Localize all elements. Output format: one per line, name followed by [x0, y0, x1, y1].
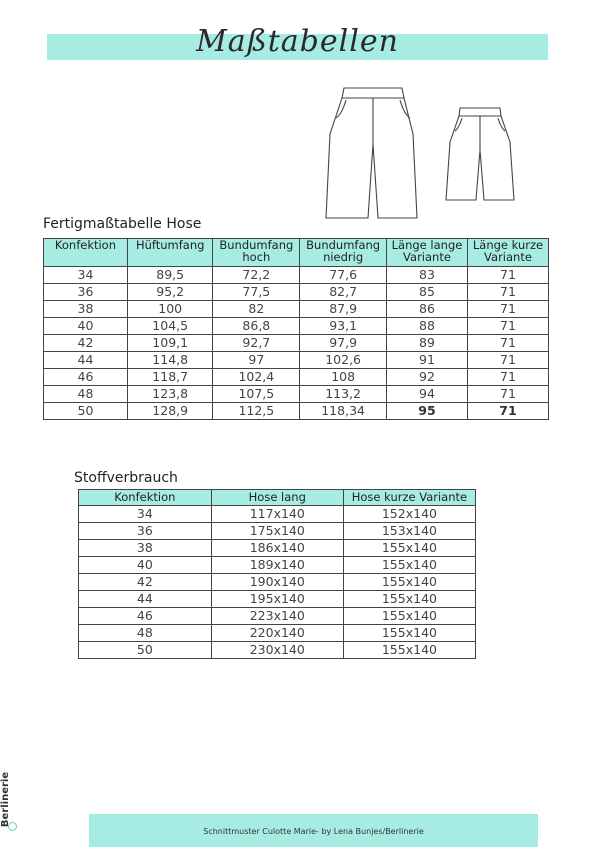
table-cell: 50 [79, 642, 212, 659]
table-cell: 128,9 [127, 403, 213, 420]
page-title: Maßtabellen [196, 24, 399, 59]
table-cell: 71 [467, 335, 548, 352]
table-cell: 93,1 [300, 318, 387, 335]
table-cell: 100 [127, 301, 213, 318]
table-cell: 89,5 [127, 267, 213, 284]
table-cell: 97,9 [300, 335, 387, 352]
table-cell: 112,5 [213, 403, 300, 420]
table-cell: 186x140 [211, 540, 343, 557]
table-cell: 36 [44, 284, 128, 301]
table-row [79, 506, 476, 523]
table-cell: 155x140 [343, 608, 475, 625]
table-cell: 155x140 [343, 574, 475, 591]
table-cell: 97 [213, 352, 300, 369]
table-cell: 223x140 [211, 608, 343, 625]
table-row [44, 284, 549, 301]
table-cell: 155x140 [343, 557, 475, 574]
table-cell: 71 [467, 403, 548, 420]
table-cell: 92 [387, 369, 468, 386]
table-cell: 104,5 [127, 318, 213, 335]
table-cell: 152x140 [343, 506, 475, 523]
table-cell: 155x140 [343, 642, 475, 659]
table-cell: 92,7 [213, 335, 300, 352]
fabric-table [78, 489, 476, 659]
table-cell: 117x140 [211, 506, 343, 523]
column-header: Hose lang [211, 490, 343, 506]
table-cell: 71 [467, 318, 548, 335]
table-cell: 46 [79, 608, 212, 625]
table-cell: 83 [387, 267, 468, 284]
table-cell: 88 [387, 318, 468, 335]
table-cell: 40 [79, 557, 212, 574]
table-cell: 155x140 [343, 625, 475, 642]
table-row [79, 591, 476, 608]
culotte-short-illustration [443, 104, 523, 204]
table-row [79, 625, 476, 642]
table-cell: 46 [44, 369, 128, 386]
table-row [44, 335, 549, 352]
table-cell: 94 [387, 386, 468, 403]
table-cell: 102,4 [213, 369, 300, 386]
table-cell: 34 [79, 506, 212, 523]
table-row [44, 267, 549, 284]
table-cell: 71 [467, 267, 548, 284]
table1-title: Fertigmaßtabelle Hose [43, 216, 202, 232]
table-cell: 123,8 [127, 386, 213, 403]
table-cell: 82 [213, 301, 300, 318]
table-cell: 85 [387, 284, 468, 301]
column-header: Bundumfang hoch [213, 239, 300, 267]
footer-banner [89, 814, 538, 847]
column-header: Konfektion [79, 490, 212, 506]
table-cell: 86,8 [213, 318, 300, 335]
table-cell: 44 [44, 352, 128, 369]
table-cell: 220x140 [211, 625, 343, 642]
table-row [44, 369, 549, 386]
table-row [44, 301, 549, 318]
table-cell: 89 [387, 335, 468, 352]
table-cell: 155x140 [343, 540, 475, 557]
table-row [79, 574, 476, 591]
table-cell: 190x140 [211, 574, 343, 591]
table-cell: 87,9 [300, 301, 387, 318]
table-row [44, 318, 549, 335]
table-cell: 48 [44, 386, 128, 403]
table2-title: Stoffverbrauch [74, 470, 178, 486]
table-cell: 155x140 [343, 591, 475, 608]
column-header: Hose kurze Variante [343, 490, 475, 506]
table-cell: 91 [387, 352, 468, 369]
column-header: Länge kurze Variante [467, 239, 548, 267]
table-cell: 86 [387, 301, 468, 318]
table-cell: 50 [44, 403, 128, 420]
column-header: Länge lange Variante [387, 239, 468, 267]
table-row [44, 352, 549, 369]
table-cell: 102,6 [300, 352, 387, 369]
column-header: Bundumfang niedrig [300, 239, 387, 267]
table-cell: 72,2 [213, 267, 300, 284]
table-cell: 36 [79, 523, 212, 540]
table-cell: 44 [79, 591, 212, 608]
table-cell: 114,8 [127, 352, 213, 369]
table-cell: 230x140 [211, 642, 343, 659]
table-row [79, 557, 476, 574]
table-cell: 71 [467, 301, 548, 318]
table-cell: 195x140 [211, 591, 343, 608]
table-row [79, 608, 476, 625]
logo-icon [8, 822, 17, 831]
table-cell: 153x140 [343, 523, 475, 540]
table-cell: 109,1 [127, 335, 213, 352]
table-cell: 34 [44, 267, 128, 284]
table-cell: 113,2 [300, 386, 387, 403]
table-cell: 95 [387, 403, 468, 420]
table-row [44, 386, 549, 403]
table-cell: 40 [44, 318, 128, 335]
table-cell: 82,7 [300, 284, 387, 301]
table-cell: 107,5 [213, 386, 300, 403]
table-cell: 77,6 [300, 267, 387, 284]
table-cell: 108 [300, 369, 387, 386]
table-row [79, 540, 476, 557]
column-header: Hüftumfang [127, 239, 213, 267]
table-cell: 95,2 [127, 284, 213, 301]
table-cell: 175x140 [211, 523, 343, 540]
title-banner [47, 24, 548, 60]
column-header: Konfektion [44, 239, 128, 267]
table-cell: 71 [467, 369, 548, 386]
table-row [44, 403, 549, 420]
table-row [79, 642, 476, 659]
culotte-long-illustration [320, 84, 420, 224]
table-cell: 118,34 [300, 403, 387, 420]
footer-text: Schnittmuster Culotte Marie- by Lena Bunjes/Berlinerie [203, 827, 424, 836]
table-cell: 48 [79, 625, 212, 642]
table-cell: 189x140 [211, 557, 343, 574]
table-cell: 71 [467, 284, 548, 301]
table-row [79, 523, 476, 540]
table-cell: 42 [44, 335, 128, 352]
table-header-row [79, 490, 476, 506]
measurement-table [43, 238, 549, 420]
table-cell: 71 [467, 352, 548, 369]
table-cell: 42 [79, 574, 212, 591]
table-cell: 38 [79, 540, 212, 557]
table-cell: 118,7 [127, 369, 213, 386]
table-cell: 77,5 [213, 284, 300, 301]
table-header-row [44, 239, 549, 267]
table-cell: 71 [467, 386, 548, 403]
logo-text: Berlinerie [0, 771, 12, 828]
table-cell: 38 [44, 301, 128, 318]
